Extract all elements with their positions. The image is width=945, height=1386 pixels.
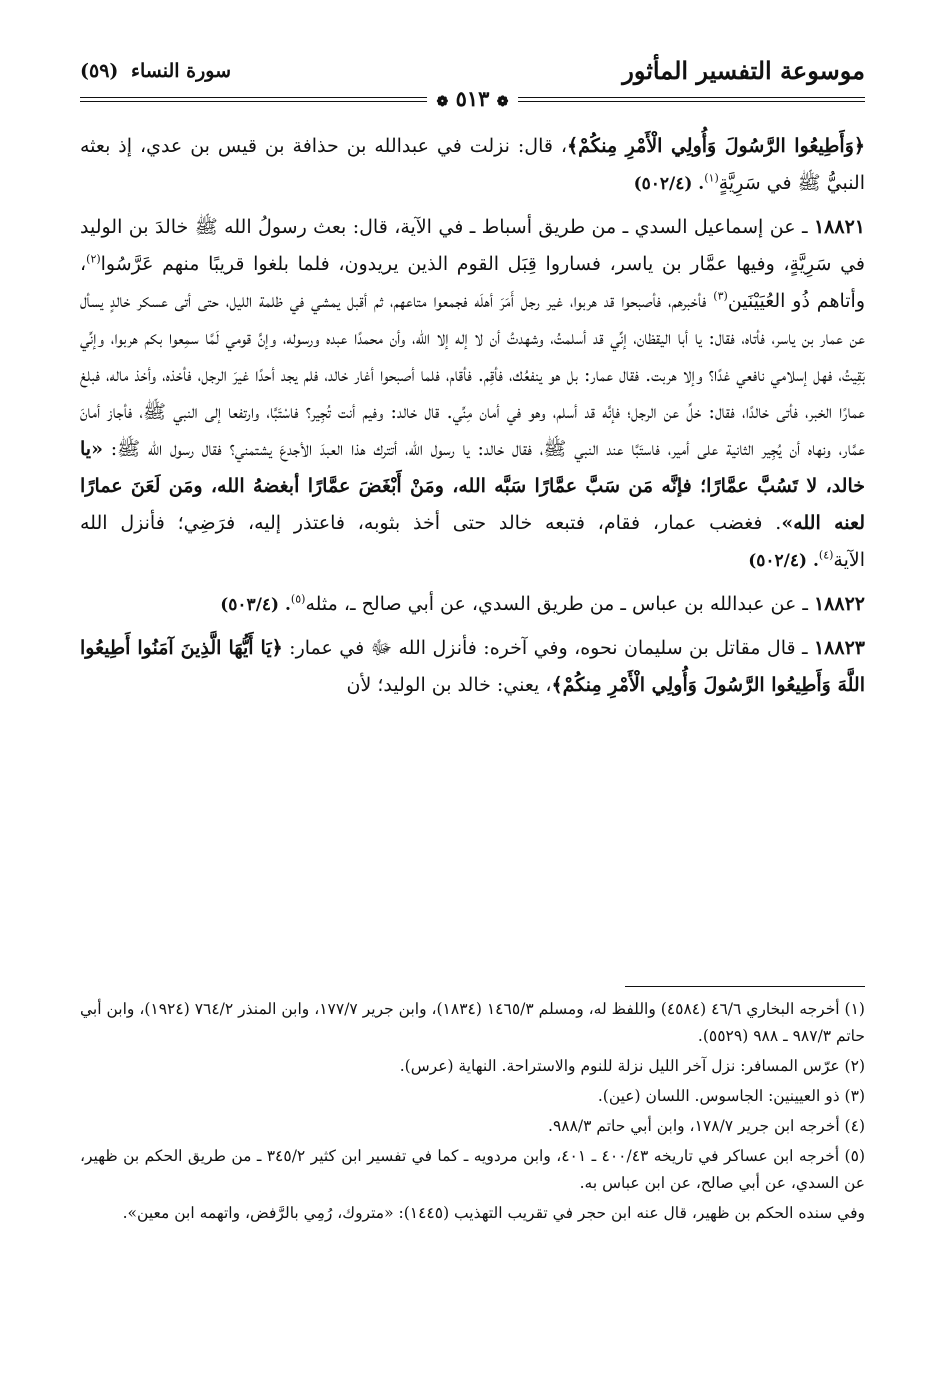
paragraph-text: ـ قال مقاتل بن سليمان نحوه، وفي آخره: فأنزل الله ﷻ في عمار: bbox=[282, 637, 814, 659]
footnotes bbox=[80, 996, 865, 1230]
paragraph-text: فأخبرهم، فأصبحوا قد هربوا، غير رجل أَمَرَ أهلَه فجمعوا متاعهم، ثم أقبل يمشي في ظلمة الليل، حتى أتى عسكر خالدٍ يسأل عن عمار بن ياسر، فأتاه، فقال: يا أبا اليقظان، إنِّي قد أسلمتُ، وشهدتُ أن لا إله إلا الله، وأن محمدًا عبده ورسوله، وإنَّ قومي لَمَّا سمِعوا بكم هربوا، وإنِّي بَقِيتُ، فهل إسلامي نافعي غدًا؟ وإلا هربت. فقال عمار: بل هو ينفعُك، فأقِم. فأقام، فلما أصبحوا أغار خالد، فلم يجد أحدًا غيرَ الرجل، فأخذه، وأخذ ماله، فبلغ عمارًا الخبر، فأتى خالدًا، فقال: خلِّ عن الرجل؛ فإنَّه قد أسلم، وهو في أمان مِنِّي. قال خالد: وفيم أنت تُجِير؟ فاسْتَبَّا، وارتفعا إلى النبي ﷺ، فأجاز أمانَ عمَّار، ونهاه أن يُجِير الثانية على أمير، فاستَبَّا عند النبي ﷺ، فقال خالد: يا رسول الله، أتترك هذا العبدَ الأجدعَ يشتمني؟ فقال رسول الله ﷺ: bbox=[80, 290, 865, 460]
surah-reference bbox=[80, 60, 231, 82]
footnote-separator bbox=[625, 986, 865, 987]
narration-18821 bbox=[80, 209, 865, 580]
main-text bbox=[80, 128, 865, 706]
paragraph-text: ، وأتاهم ذُو العُيَيْنَين bbox=[80, 253, 865, 312]
paragraph-text: ـ عن إسماعيل السدي ـ من طريق أسباط ـ في الآية، قال: بعث رسولُ الله ﷺ خالدَ بن الوليد في سَرِيَّةٍ، وفيها عمَّار بن ياسر، فساروا قِبَل القوم الذين يريدون، فلما بلغوا قريبًا منهم عَرَّسُوا bbox=[80, 216, 865, 275]
verse-number: (٥٩) bbox=[80, 60, 119, 82]
narration-number: ١٨٨٢١ bbox=[813, 216, 865, 238]
footnote-marker[interactable]: (٤) bbox=[818, 548, 834, 562]
hadith-quote: «يا خالد، لا تَسُبَّ عمَّارًا؛ فإنَّه مَن سَبَّ عمَّارًا سَبَّه الله، ومَنْ أَبْغَضَ عمَّارًا أبغضهُ الله، ومَن لَعَنَ عمارًا لعنه الله» bbox=[80, 438, 865, 534]
narration-18822 bbox=[80, 586, 865, 624]
ornament-icon: ❁ bbox=[436, 94, 449, 110]
surah-name: سورة النساء bbox=[131, 60, 232, 82]
footnote-marker[interactable]: (١) bbox=[704, 171, 719, 185]
page-number: ٥١٣ bbox=[455, 86, 490, 111]
volume-reference: . (٥٠٢/٤) bbox=[633, 174, 705, 194]
paragraph-text: ، قال: نزلت في عبدالله بن حذافة بن قيس بن عدي، إذ بعثه النبيُّ ﷺ في سَرِيَّةٍ bbox=[80, 135, 865, 194]
quran-quote: ﴿يَا أَيُّهَا الَّذِينَ آمَنُوا أَطِيعُوا اللَّهَ وَأَطِيعُوا الرَّسُولَ وَأُولِي الْأَمْرِ مِنكُمْ﴾ bbox=[80, 637, 865, 696]
narration-number: ١٨٨٢٢ bbox=[813, 593, 865, 615]
paragraph-continuation bbox=[80, 128, 865, 203]
footnote-3: (٣) ذو العيينين: الجاسوس. اللسان (عين). bbox=[597, 1087, 865, 1105]
ornament-icon: ❁ bbox=[496, 94, 509, 110]
volume-reference: . (٥٠٢/٤) bbox=[748, 551, 819, 571]
paragraph-text: ، يعني: خالد بن الوليد؛ لأن bbox=[346, 674, 552, 696]
footnote-1: (١) أخرجه البخاري ٤٦/٦ (٤٥٨٤) واللفظ له، ومسلم ١٤٦٥/٣ (١٨٣٤)، وابن جرير ١٧٧/٧، وابن المنذر ٧٦٤/٢ (١٩٢٤)، وابن أبي حاتم ٩٨٧/٣ ـ ٩٨٨ (٥٥٢٩). bbox=[80, 1000, 865, 1045]
footnote-2: (٢) عرّس المسافر: نزل آخر الليل نزلة للنوم والاستراحة. النهاية (عرس). bbox=[399, 1057, 865, 1075]
footnote-marker[interactable]: (٥) bbox=[290, 592, 306, 606]
paragraph-text: ـ عن عبدالله بن عباس ـ من طريق السدي، عن أبي صالح ـ، مثله bbox=[305, 593, 814, 615]
footnote-5-continued: وفي سنده الحكم بن ظهير، قال عنه ابن حجر في تقريب التهذيب (١٤٤٥): «متروك، رُمِي بالرَّفض، واتهمه ابن معين». bbox=[122, 1204, 865, 1222]
paragraph-text: . فغضب عمار، فقام، فتبعه خالد حتى أخذ بثوبه، فاعتذر إليه، فرَضِي؛ فأنزل الله الآية bbox=[80, 512, 865, 571]
footnote-5: (٥) أخرجه ابن عساكر في تاريخه ٤٠٠/٤٣ ـ ٤٠١، وابن مردويه ـ كما في تفسير ابن كثير ٣٤٥/٢ ـ من طريق الحكم بن ظهير، عن السدي، عن أبي صالح، عن ابن عباس به. bbox=[80, 1147, 865, 1192]
footnote-marker[interactable]: (٣) bbox=[713, 289, 728, 303]
narration-number: ١٨٨٢٣ bbox=[813, 637, 865, 659]
quran-quote: ﴿وَأَطِيعُوا الرَّسُولَ وَأُولِي الْأَمْرِ مِنكُمْ﴾ bbox=[567, 135, 865, 157]
page-number-block bbox=[427, 86, 519, 111]
footnote-4: (٤) أخرجه ابن جرير ١٧٨/٧، وابن أبي حاتم ٩٨٨/٣. bbox=[548, 1117, 865, 1135]
volume-reference: . (٥٠٣/٤) bbox=[220, 595, 291, 615]
footnote-marker[interactable]: (٢) bbox=[86, 252, 101, 266]
book-title: موسوعة التفسير المأثور bbox=[622, 56, 865, 85]
narration-18823 bbox=[80, 630, 865, 704]
